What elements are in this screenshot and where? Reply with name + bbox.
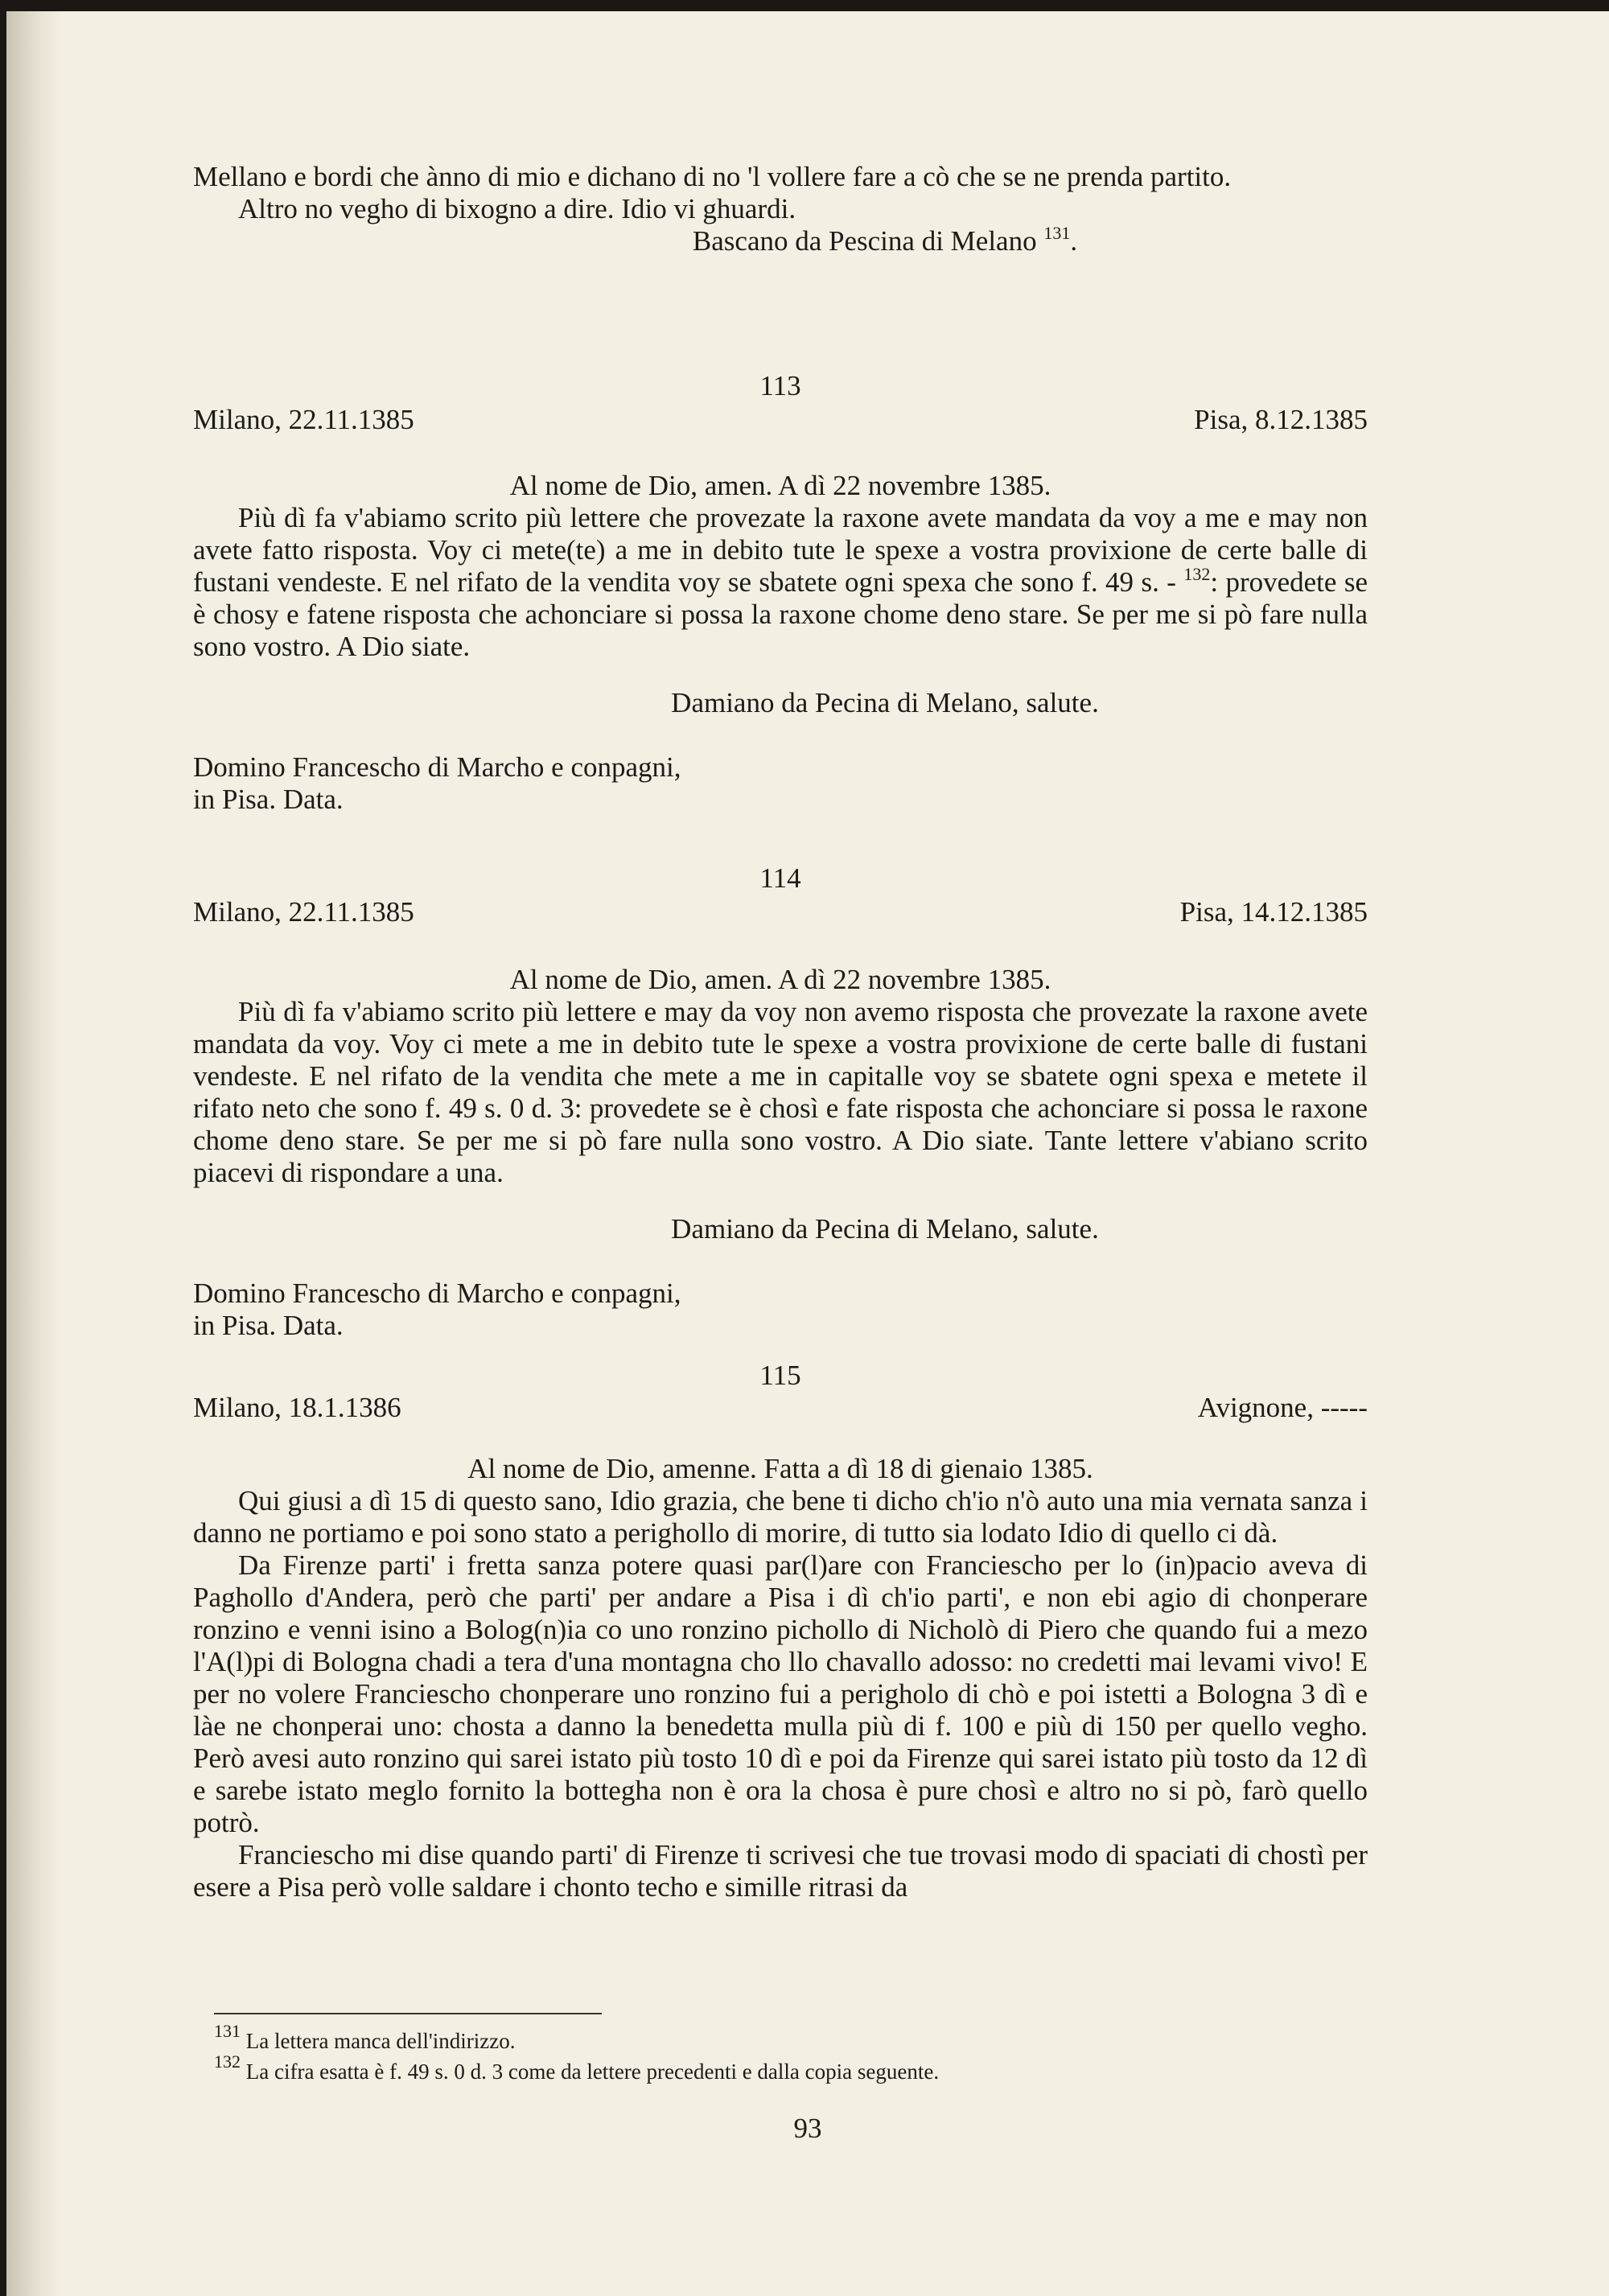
letter-dates-115 [193,1392,1368,1424]
letter-origin: Milano, 18.1.1386 [193,1392,401,1423]
letter-signature: Damiano da Pecina di Melano, salute. [671,1213,1099,1245]
letter-number: 115 [759,1360,801,1391]
letter-number: 114 [759,862,801,894]
previous-letter-ending [193,161,1368,257]
text-line: Altro no vegho di bixogno a dire. Idio vi ghuardi. [238,193,796,224]
letter-header-113 [193,370,1368,402]
letter-dates-114 [193,896,1368,928]
letter-body-115 [193,1453,1368,1903]
letter-signature: Bascano da Pescina di Melano $^{131}$. [692,223,1078,257]
footnote-rule [214,2013,602,2014]
footnote-mark: 131 [214,2021,241,2041]
page-number: 93 [793,2113,822,2144]
letter-heading: Al nome de Dio, amen. A dì 22 novembre 1385. [509,470,1051,501]
letter-origin: Milano, 22.11.1385 [193,404,414,435]
letter-paragraph: Franciescho mi dise quando parti' di Firenze ti scrivesi che tue trovasi modo di spaciati di chostì per esere a Pisa però volle saldare i chonto techo e simille ritrasi da [193,1839,1368,1903]
letter-header-115 [193,1360,1368,1392]
letter-paragraph: Più dì fa v'abiamo scrito più lettere e may da voy non avemo risposta che provezate la raxone avete mandata da voy. Voy ci mete a me in debito tute le spexe a vostra provixione de certe balle di fustani vendeste. E nel rifato de la vendita che mete a me in capitalle voy se sbatete ogni spexa e metete il rifato neto che sono f. 49 s. 0 d. 3: provedete se è chosì e fate risposta che achonciare si possa le raxone chome deno stare. Se per me si pò fare nulla sono vostro. A Dio siate. Tante lettere v'abiano scrito piacevi di rispondare a una. [193,996,1368,1188]
letter-destination: Pisa, 8.12.1385 [1194,404,1368,435]
letter-heading: Al nome de Dio, amen. A dì 22 novembre 1385. [509,964,1051,995]
letter-address: Domino Francescho di Marcho e conpagni, [193,751,681,783]
footnote-mark: 132 [214,2051,241,2072]
footnote: $^{131}$ La lettera manca dell'indirizzo. [214,2021,516,2053]
letter-dates-113 [193,404,1368,436]
letter-destination: Avignone, ----- [1197,1392,1368,1423]
letter-signature: Damiano da Pecina di Melano, salute. [671,687,1099,718]
letter-heading: Al nome de Dio, amenne. Fatta a dì 18 di gienaio 1385. [467,1453,1093,1484]
letter-address: Domino Francescho di Marcho e conpagni, [193,1278,681,1309]
letter-number: 113 [759,370,801,401]
letter-header-114 [193,862,1368,895]
letter-origin: Milano, 22.11.1385 [193,896,414,928]
letter-body-113 [193,470,1368,816]
letter-destination: Pisa, 14.12.1385 [1179,896,1368,928]
footnote-ref[interactable]: 131 [1043,223,1071,243]
letter-paragraph: Più dì fa v'abiamo scrito più lettere che provezate la raxone avete mandata da voy a me e may non avete fatto risposta. Voy ci mete(te) a me in debito tute le spexe a vostra provixione de certe balle di fustani vendeste. E nel rifato de la vendita voy se sbatete ogni spexa che sono f. 49 s. - $^{132}$: provedete se è chosy e fatene risposta che achonciare si possa la raxone chome deno stare. Se per me si pò fare nulla sono vostro. A Dio siate. [193,502,1368,662]
letter-paragraph: Qui giusi a dì 15 di questo sano, Idio grazia, che bene ti dicho ch'io n'ò auto una mia vernata sanza i danno ne portiamo e poi sono stato a perighollo di morire, di tutto sia lodato Idio di quello ci dà. [193,1485,1368,1549]
letter-body-114 [193,964,1368,1342]
letter-paragraph: Da Firenze parti' i fretta sanza potere quasi par(l)are con Franciescho per lo (in)pacio aveva di Paghollo d'Andera, però che parti' per andare a Pisa i dì ch'io parti', e non ebi agio di chonperare ronzino e venni isino a Bolog(n)ia co uno ronzino pichollo di Nicholò di Piero che quando fui a mezo l'A(l)pi di Bologna chadi a tera d'una montagna cho llo chavallo adosso: no credetti mai levami vivo! E per no volere Franciescho chonperare uno ronzino fui a perigholo di chò e poi istetti a Bologna 3 dì e làe ne chonperai uno: chosta a danno la benedetta mulla più di f. 100 e più di 150 per quello vegho. Però avesi auto ronzino qui sarei istato più tosto 10 dì e poi da Firenze qui sarei istato più tosto da 12 dì e sarebe istato meglo fornito la bottegha non è ora la chosa è pure chosì e altro no si pò, farò quello potrò. [193,1549,1368,1838]
text-line: Mellano e bordi che ànno di mio e dichano di no 'l vollere fare a cò che se ne prenda partito. [193,161,1232,192]
page-gutter [6,11,63,2296]
book-page [6,11,1609,2296]
letter-address: in Pisa. Data. [193,1310,344,1341]
footnote: $^{132}$ La cifra esatta è f. 49 s. 0 d. 3 come da lettere precedenti e dalla copia seguente. [214,2051,940,2084]
footnote-ref[interactable]: 132 [1183,564,1211,584]
letter-address: in Pisa. Data. [193,784,344,815]
